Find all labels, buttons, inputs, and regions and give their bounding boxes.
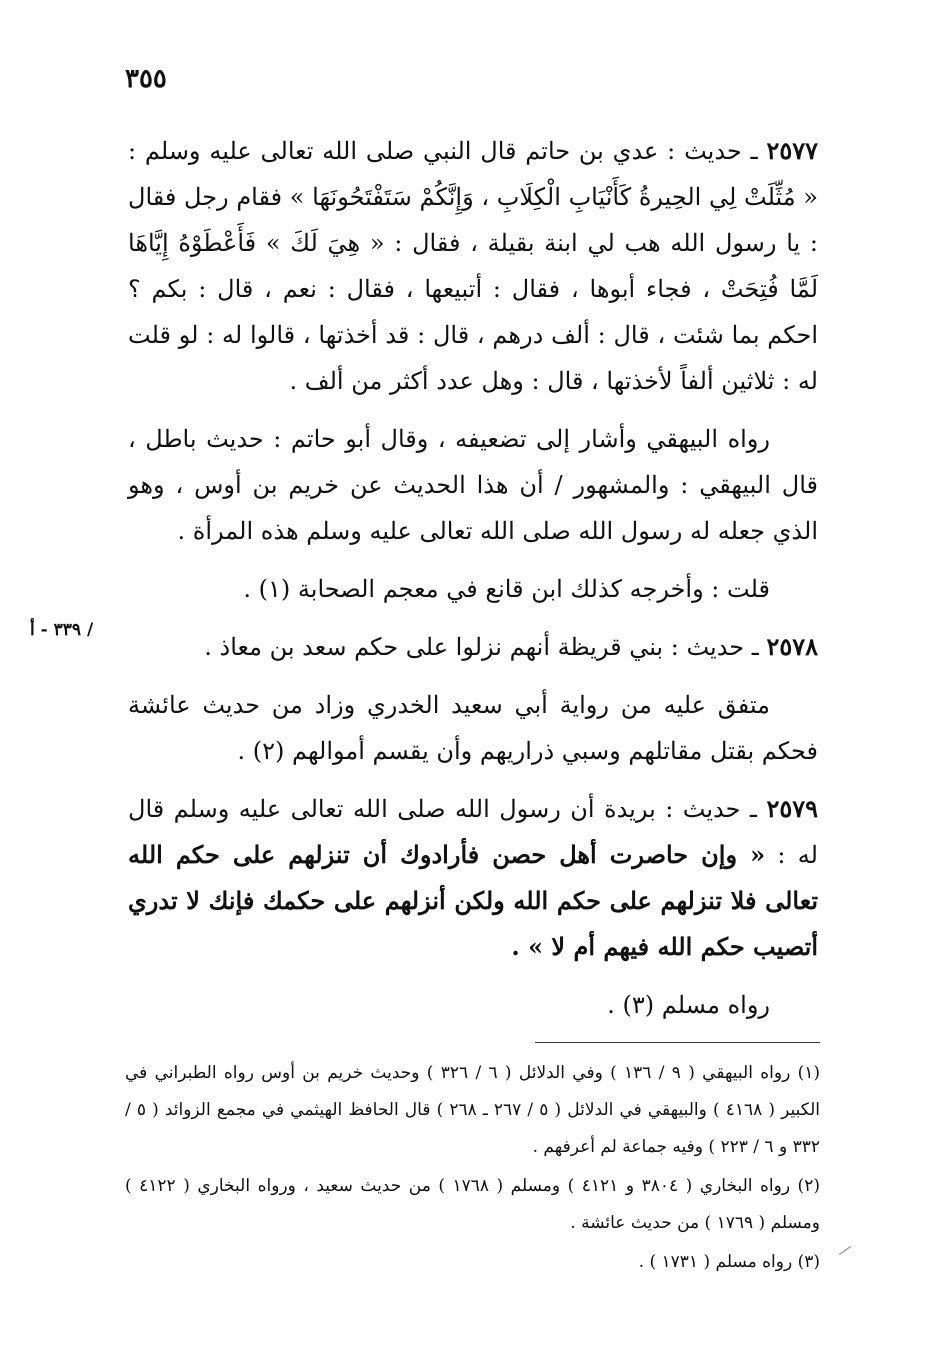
hadith-2578 [128, 624, 818, 670]
hadith-quote: « وإن حاصرت أهل حصن فأرادوك أن تنزلهم على حكم الله تعالى فلا تنزلهم على حكم الله ولكن أنزلهم على حكمك فإنك لا تدري أتصيب حكم الله فيهم أم لا » . [128, 840, 818, 961]
main-text [128, 128, 818, 1040]
hadith-text: ـ حديث : عدي بن حاتم قال النبي صلى الله تعالى عليه وسلم : « مُثِّلَتْ لِي الحِيرةُ كَأَنْيَابِ الْكِلَابِ ، وَإِنَّكُمْ سَتَفْتَحُونَهَا » فقام رجل فقال : يا رسول الله هب لي ابنة بقيلة ، فقال : « هِيَ لَكَ » فَأَعْطَوْهُ إِيَّاهَا لَمَّا فُتِحَتْ ، فجاء أبوها ، فقال : أتبيعها ، فقال : نعم ، قال : بكم ؟ احكم بما شئت ، قال : ألف درهم ، قال : قد أخذتها ، قالوا له : لو قلت له : ثلاثين ألفاً لأخذتها ، قال : وهل عدد أكثر من ألف . [128, 137, 819, 395]
footnote-1-text: (١) رواه البيهقي ( ٩ / ١٣٦ ) وفي الدلائل ( ٦ / ٣٢٦ ) وحديث خريم بن أوس رواه الطبراني في الكبير ( ٤١٦٨ ) والبيهقي في الدلائل ( ٥ / ٢٦٧ ـ ٢٦٨ ) قال الحافظ الهيثمي في مجمع الزوائد [125, 1063, 821, 1120]
margin-folio-note: / ٣٣٩ - أ [30, 620, 94, 640]
hadith-2579 [128, 786, 818, 970]
hadith-number: ٢٥٧٧ [766, 136, 819, 165]
hadith-2578-commentary: متفق عليه من رواية أبي سعيد الخدري وزاد من حديث عائشة فحكم بقتل مقاتلهم وسبي ذراريهم وأن يقسم أموالهم (٢) . [128, 691, 818, 765]
footnote-1 [125, 1055, 820, 1166]
footnote-separator [535, 1042, 820, 1043]
hadith-2577-note: قلت : وأخرجه كذلك ابن قانع في معجم الصحابة (١) . [243, 575, 770, 603]
footnote-3: (٣) رواه مسلم ( ١٧٣١ ) . [638, 1252, 820, 1272]
footnote-2-text: (٢) رواه البخاري ( ٣٨٠٤ و ٤١٢١ ) ومسلم ( ١٧٦٨ ) من حديث سعيد ، ورواه البخاري ( ٤١٢٢ ) [125, 1176, 820, 1196]
footnote-1-continuation: ( ٥ / ٣٣٢ و ٦ / ٢٢٣ ) وفيه جماعة لم أعرفهم . [125, 1100, 820, 1157]
hadith-2577 [128, 128, 818, 404]
hadith-number: ٢٥٧٨ [766, 632, 818, 661]
footnotes [125, 1055, 820, 1283]
hadith-2579-commentary: رواه مسلم (٣) . [607, 991, 770, 1019]
footnote-2 [125, 1168, 820, 1242]
page-number: ٣٥٥ [125, 64, 167, 94]
hadith-text: ـ حديث : بني قريظة أنهم نزلوا على حكم سعد بن معاذ . [204, 633, 759, 661]
hadith-number: ٢٥٧٩ [766, 794, 818, 823]
hadith-2577-commentary: رواه البيهقي وأشار إلى تضعيفه ، وقال أبو حاتم : حديث باطل ، قال البيهقي : والمشهور / أن هذا الحديث عن خريم بن أوس ، وهو الذي جعله له رسول الله صلى الله تعالى عليه وسلم هذه المرأة . [128, 425, 818, 545]
footnote-2-continuation: ومسلم ( ١٧٦٩ ) من حديث عائشة . [570, 1213, 820, 1233]
margin-pen-mark [839, 1246, 851, 1255]
hadith-intro: ـ حديث : بريدة أن رسول الله صلى الله تعالى عليه وسلم قال له : [128, 795, 818, 869]
